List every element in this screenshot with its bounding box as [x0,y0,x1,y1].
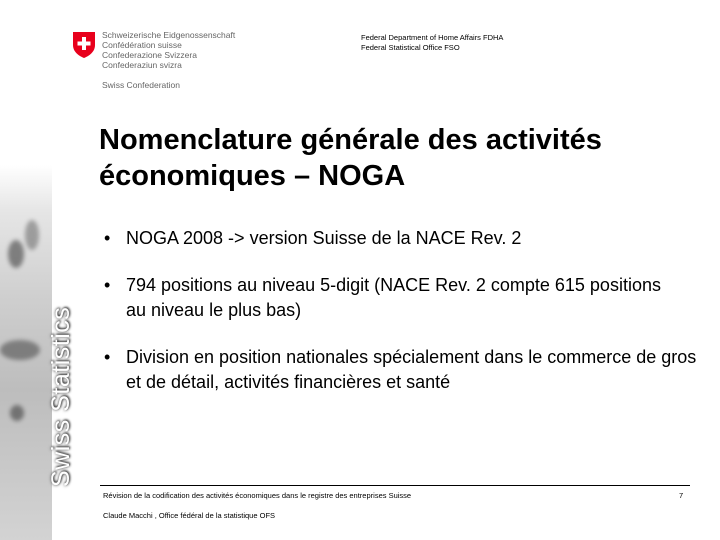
shadow-blob [0,340,40,360]
title-line-1: Nomenclature générale des activités [99,124,602,156]
page-number: 7 [679,491,684,500]
person-figure [25,220,39,250]
office-name: Federal Statistical Office FSO [361,43,460,52]
shadow-blob [10,405,24,421]
bullet-item: • Division en position nationales spécialement dans le commerce de gros et de détail, activités financières et santé [104,345,701,395]
person-figure [8,240,24,268]
swiss-shield-icon [72,31,96,59]
bullet-list [104,226,704,417]
bullet-item: • 794 positions au niveau 5-digit (NACE Rev. 2 compte 615 positions au niveau le plus bas) [104,273,681,323]
footer-divider [100,485,690,486]
slide-title [99,122,699,194]
title-line-2: économiques – NOGA [99,160,406,192]
conf-name-fr: Confédération suisse [102,40,182,50]
footer-title: Révision de la codification des activités économiques dans le registre des entreprises Suisse [103,491,412,500]
department-name: Federal Department of Home Affairs FDHA [361,33,504,42]
sidebar-label: Swiss Statistics [47,306,75,487]
conf-name-it: Confederazione Svizzera [102,50,197,60]
confederation-names [102,30,235,90]
conf-name-en: Swiss Confederation [102,80,180,90]
bullet-item: • NOGA 2008 -> version Suisse de la NACE Rev. 2 [104,226,704,251]
conf-name-rm: Confederaziun svizra [102,60,182,70]
footer-author: Claude Macchi , Office fédéral de la statistique OFS [103,511,276,520]
sidebar-photo [0,165,52,540]
department-info [361,33,503,53]
conf-name-de: Schweizerische Eidgenossenschaft [102,30,236,40]
